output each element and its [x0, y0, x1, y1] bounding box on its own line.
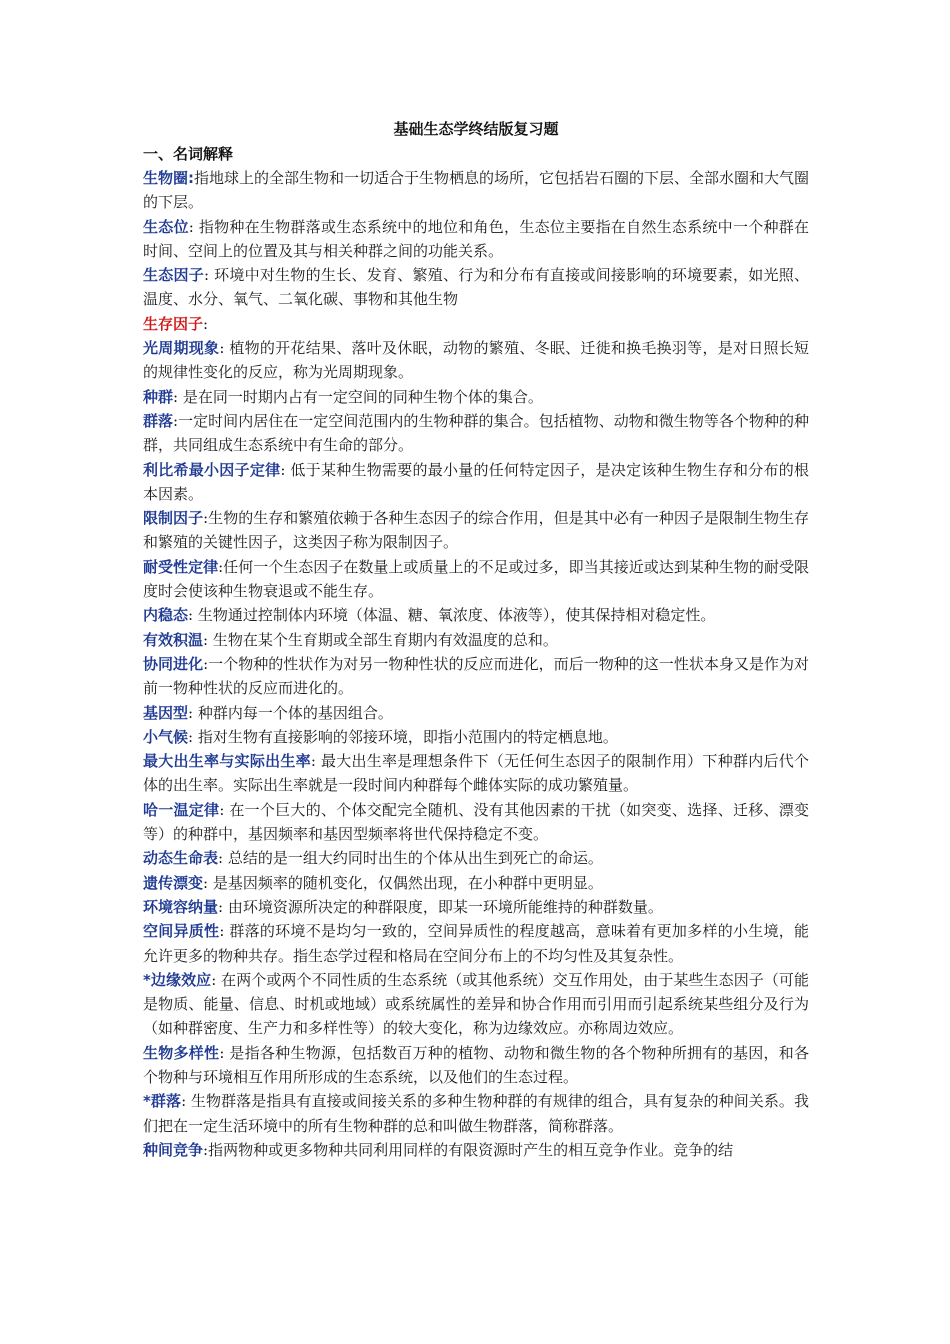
term-definition: : 在一个巨大的、个体交配完全随机、没有其他因素的干扰（如突变、选择、迁移、漂变等）的种群中，基因频率和基因型频率将世代保持稳定不变。 — [143, 800, 809, 844]
term-definition: : 是在同一时期内占有一定空间的同种生物个体的集合。 — [173, 387, 543, 406]
definition-entry — [143, 628, 809, 652]
term-definition: :任何一个生态因子在数量上或质量上的不足或过多，即当其接近或达到某种生物的耐受限度时会使该种生物衰退或不能生存。 — [143, 557, 809, 601]
term-definition: : 生物群落是指具有直接或间接关系的多种生物种群的有规律的组合，具有复杂的种间关系。我们把在一定生活环境中的所有生物种群的总和叫做生物群落，简称群落。 — [143, 1092, 809, 1135]
document-page — [143, 116, 809, 1162]
term-label: 光周期现象 — [143, 339, 220, 358]
definition-entry — [143, 215, 809, 264]
term-definition: : 是基因频率的随机变化，仅偶然出现，在小种群中更明显。 — [203, 873, 603, 892]
term-label: 最大出生率与实际出生率 — [143, 752, 311, 771]
term-label: 环境容纳量 — [143, 897, 219, 916]
term-label: *边缘效应 — [143, 970, 212, 989]
term-label: 利比希最小因子定律 — [143, 460, 281, 479]
term-label: 哈一温定律 — [143, 800, 220, 819]
definition-entry — [143, 263, 809, 312]
term-definition: : 生物通过控制体内环境（体温、糖、氧浓度、体液等），使其保持相对稳定性。 — [188, 606, 716, 625]
definition-entry — [143, 701, 809, 725]
term-definition: : 低于某种生物需要的最小量的任何特定因子，是决定该种生物生存和分布的根本因素。 — [143, 460, 809, 503]
term-definition: :一定时间内居住在一定空间范围内的生物种群的集合。包括植物、动物和微生物等各个物种的种群，共同组成生态系统中有生命的部分。 — [143, 411, 809, 455]
term-label: 动态生命表 — [143, 849, 219, 868]
term-label: 生物多样性 — [143, 1043, 220, 1062]
term-label: 协同进化 — [143, 654, 204, 673]
term-label: 耐受性定律 — [143, 557, 219, 576]
term-label: 种群 — [143, 387, 174, 406]
term-definition: : — [203, 314, 209, 333]
definition-entry — [143, 1138, 809, 1162]
term-definition: : 生物在某个生育期或全部生育期内有效温度的总和。 — [203, 630, 558, 649]
definition-entry — [143, 1041, 809, 1090]
definition-entry — [143, 846, 809, 870]
term-label: 生物圈: — [143, 169, 194, 187]
term-label: 有效积温 — [143, 630, 204, 649]
term-definition: : 在两个或两个不同性质的生态系统（或其他系统）交互作用处，由于某些生态因子（可能是物质、能量、信息、时机或地域）或系统属性的差异和协合作用而引用而引起系统某些组分及行为（如种群密度、生产力和多样性等）的较大变化，称为边缘效应。亦称周边效应。 — [143, 970, 809, 1038]
term-label: 小气候 — [143, 727, 189, 746]
term-definition: : 总结的是一组大约同时出生的个体从出生到死亡的命运。 — [218, 849, 603, 868]
term-label: 群落 — [143, 411, 174, 430]
definition-entry — [143, 506, 809, 555]
definition-entry — [143, 871, 809, 895]
definition-entry — [143, 603, 809, 627]
term-definition: : 指对生物有直接影响的邻接环境，即指小范围内的特定栖息地。 — [188, 727, 618, 746]
definition-entry — [143, 919, 809, 968]
definition-entry — [143, 798, 809, 847]
term-definition: :一个物种的性状作为对另一物种性状的反应而进化，而后一物种的这一性状本身又是作为对前一物种性状的反应而进化的。 — [143, 654, 809, 698]
term-definition: : 植物的开花结果、落叶及休眠，动物的繁殖、冬眠、迁徙和换毛换羽等，是对日照长短的规律性变化的反应，称为光周期现象。 — [143, 339, 809, 382]
definition-entry — [143, 749, 809, 798]
term-label: 种间竞争 — [143, 1140, 204, 1159]
definition-entry — [143, 895, 809, 919]
term-definition: : 群落的环境不是均匀一致的，空间异质性的程度越高，意味着有更加多样的小生境，能允许更多的物种共存。指生态学过程和格局在空间分布上的不均匀性及其复杂性。 — [143, 922, 809, 965]
term-label: 内稳态 — [143, 606, 189, 625]
term-definition: : 指物种在生物群落或生态系统中的地位和角色，生态位主要指在自然生态系统中一个种群在时间、空间上的位置及其与相关种群之间的功能关系。 — [143, 217, 809, 260]
definition-entry — [143, 725, 809, 749]
definition-entry — [143, 652, 809, 701]
term-definition: :生物的生存和繁殖依赖于各种生态因子的综合作用，但是其中必有一种因子是限制生物生存和繁殖的关键性因子，这类因子称为限制因子。 — [143, 509, 809, 552]
document-title: 基础生态学终结版复习题 — [393, 120, 559, 138]
definition-entry — [143, 166, 809, 215]
section-heading: 一、名词解释 — [143, 145, 234, 163]
term-definition: : 最大出生率是理想条件下（无任何生态因子的限制作用）下种群内后代个体的出生率。实际出生率就是一段时间内种群每个雌体实际的成功繁殖量。 — [143, 752, 809, 795]
term-definition: :指两物种或更多物种共同利用同样的有限资源时产生的相互竞争作业。竞争的结 — [203, 1140, 734, 1159]
definition-entry — [143, 385, 809, 409]
definition-entry — [143, 968, 809, 1041]
term-definition: : 是指各种生物源，包括数百万种的植物、动物和微生物的各个物种所拥有的基因，和各个物种与环境相互作用所形成的生态系统，以及他们的生态过程。 — [143, 1043, 809, 1086]
term-definition: : 环境中对生物的生长、发育、繁殖、行为和分布有直接或间接影响的环境要素，如光照、温度、水分、氧气、二氧化碳、事物和其他生物 — [143, 266, 809, 309]
definition-entry — [143, 312, 809, 336]
definition-entry — [143, 336, 809, 385]
term-label: *群落 — [143, 1092, 182, 1111]
term-label: 空间异质性 — [143, 922, 220, 941]
term-label: 生存因子 — [143, 314, 204, 333]
term-label: 生态位 — [143, 217, 189, 236]
definition-entry — [143, 409, 809, 458]
term-label: 遗传漂变 — [143, 873, 204, 892]
definition-entry — [143, 555, 809, 604]
definition-list — [143, 166, 809, 1162]
term-label: 基因型 — [143, 703, 189, 722]
term-definition: : 种群内每一个体的基因组合。 — [188, 703, 393, 722]
term-definition: 指地球上的全部生物和一切适合于生物栖息的场所，它包括岩石圈的下层、全部水圈和大气圈的下层。 — [143, 169, 810, 212]
term-definition: : 由环境资源所决定的种群限度，即某一环境所能维持的种群数量。 — [218, 897, 663, 916]
definition-entry — [143, 1089, 809, 1138]
definition-entry — [143, 458, 809, 507]
term-label: 生态因子 — [143, 266, 205, 285]
term-label: 限制因子 — [143, 509, 204, 528]
